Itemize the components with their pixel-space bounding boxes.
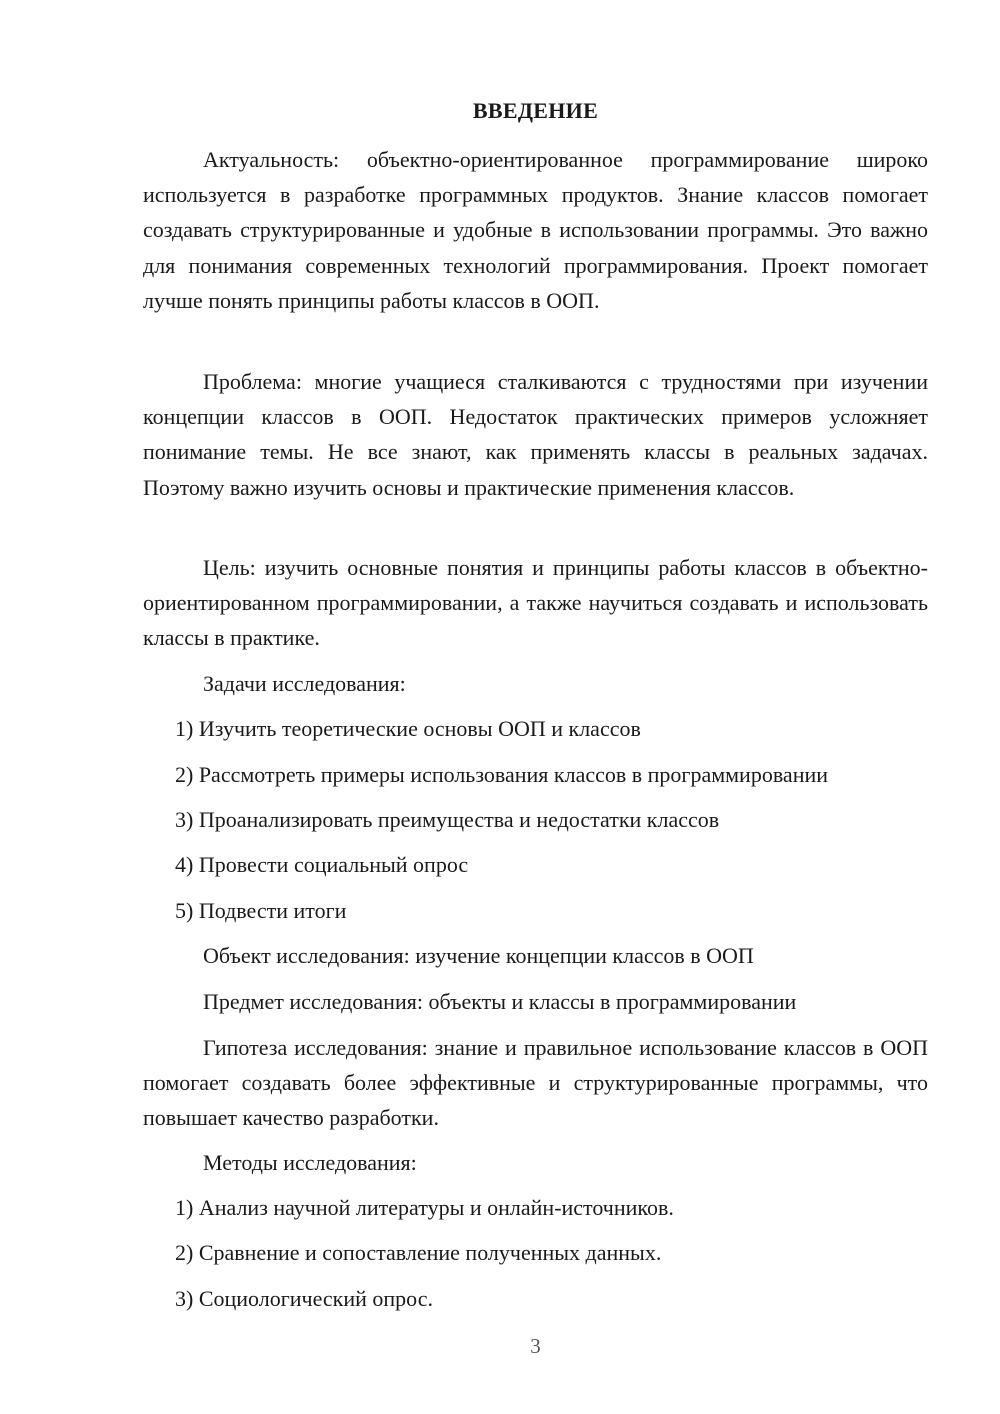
task-item-1-block	[143, 711, 928, 746]
methods-title-block	[143, 1145, 928, 1180]
method-item-2-block	[143, 1235, 928, 1270]
hypothesis-block	[143, 1030, 928, 1136]
goal-block	[143, 550, 928, 656]
tasks-title-block	[143, 666, 928, 701]
page-number: 3	[530, 1334, 541, 1358]
section-heading: ВВЕДЕНИЕ	[472, 98, 599, 123]
task-item: 3) Проанализировать преимущества и недостатки классов	[175, 807, 720, 832]
task-item-3-block	[143, 802, 928, 837]
methods-title: Методы исследования:	[203, 1150, 417, 1175]
method-item: 1) Анализ научной литературы и онлайн-источников.	[175, 1195, 674, 1220]
object-block	[143, 938, 928, 973]
goal-paragraph: Цель: изучить основные понятия и принципы работы классов в объектно-ориентированном программировании, а также научиться создавать и использовать классы в практике.	[143, 555, 928, 651]
task-item-5-block	[143, 893, 928, 928]
task-item: 1) Изучить теоретические основы ООП и классов	[175, 716, 641, 741]
method-item: 2) Сравнение и сопоставление полученных данных.	[175, 1240, 662, 1265]
method-item-3-block	[143, 1281, 928, 1316]
problem-block	[143, 364, 928, 505]
research-object: Объект исследования: изучение концепции классов в ООП	[203, 943, 754, 968]
hypothesis-paragraph: Гипотеза исследования: знание и правильное использование классов в ООП помогает создавать более эффективные и структурированные программы, что повышает качество разработки.	[143, 1035, 928, 1131]
task-item: 4) Провести социальный опрос	[175, 852, 469, 877]
task-item-2-block	[143, 757, 928, 792]
research-subject: Предмет исследования: объекты и классы в программировании	[203, 989, 797, 1014]
subject-block	[143, 984, 928, 1019]
task-item-4-block	[143, 847, 928, 882]
task-item: 2) Рассмотреть примеры использования классов в программировании	[175, 762, 829, 787]
relevance-paragraph: Актуальность: объектно-ориентированное программирование широко используется в разработке программных продуктов. Знание классов помогает создавать структурированные и удобные в использовании программы. Это важно для понимания современных технологий программирования. Проект помогает лучше понять принципы работы классов в ООП.	[143, 147, 928, 313]
task-item: 5) Подвести итоги	[175, 898, 347, 923]
relevance-block	[143, 142, 928, 318]
method-item: 3) Социологический опрос.	[175, 1286, 433, 1311]
tasks-title: Задачи исследования:	[203, 671, 406, 696]
method-item-1-block	[143, 1190, 928, 1225]
problem-paragraph: Проблема: многие учащиеся сталкиваются с трудностями при изучении концепции классов в ООП. Недостаток практических примеров усложняет понимание темы. Не все знают, как применять классы в реальных задачах. Поэтому важно изучить основы и практические применения классов.	[143, 369, 928, 500]
